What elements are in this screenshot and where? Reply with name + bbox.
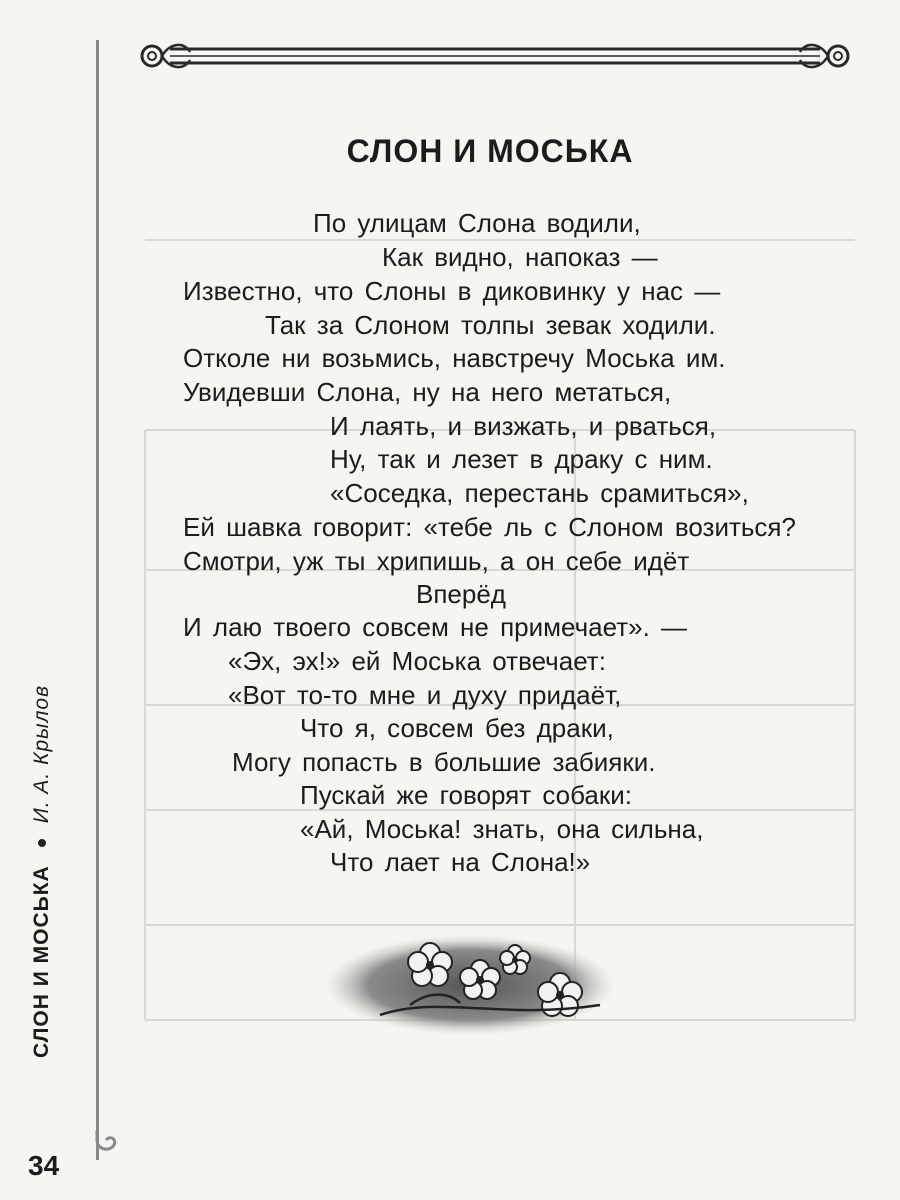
poem-line: Как видно, напоказ — bbox=[382, 242, 658, 272]
poem-line: Отколе ни возьмись, навстречу Моська им. bbox=[183, 343, 726, 373]
running-header bbox=[30, 685, 54, 1058]
poem-line: Могу попасть в большие забияки. bbox=[232, 747, 656, 777]
poem-line: Вперёд bbox=[416, 579, 506, 609]
poem-line: Известно, что Слоны в диковинку у нас — bbox=[183, 276, 721, 306]
poem-line: «Соседка, перестань срамиться», bbox=[330, 478, 749, 508]
poem-line: По улицам Слона водили, bbox=[313, 208, 641, 238]
poem-line: Так за Слоном толпы зевак ходили. bbox=[265, 310, 716, 340]
poem-line: Ей шавка говорит: «тебе ль с Слоном возиться? bbox=[183, 512, 796, 542]
poem-line: «Ай, Моська! знать, она сильна, bbox=[300, 814, 704, 844]
margin-curl-icon bbox=[70, 1130, 130, 1160]
poem-line: И лаять, и визжать, и рваться, bbox=[330, 411, 717, 441]
poem-line: Что я, совсем без драки, bbox=[300, 713, 614, 743]
poem-line: «Вот то-то мне и духу придаёт, bbox=[228, 680, 622, 710]
running-header-title: СЛОН И МОСЬКА bbox=[30, 865, 53, 1058]
ornament-divider-icon bbox=[130, 36, 860, 76]
margin-rule bbox=[96, 40, 99, 1160]
flowers-illustration-icon bbox=[320, 925, 620, 1040]
poem-line: Пускай же говорят собаки: bbox=[300, 780, 632, 810]
page-title: СЛОН И МОСЬКА bbox=[346, 133, 634, 169]
poem-line: И лаю твоего совсем не примечает». — bbox=[183, 612, 688, 642]
poem-line: Ну, так и лезет в драку с ним. bbox=[330, 444, 713, 474]
poem-line: Смотри, уж ты хрипишь, а он себе идёт bbox=[183, 546, 690, 576]
poem-line: Что лает на Слона!» bbox=[330, 847, 591, 877]
poem-line: Увидевши Слона, ну на него метаться, bbox=[183, 377, 672, 407]
bullet-icon bbox=[38, 839, 46, 847]
page-number: 34 bbox=[28, 1150, 60, 1181]
running-header-author: И. А. Крылов bbox=[30, 684, 53, 824]
poem-line: «Эх, эх!» ей Моська отвечает: bbox=[228, 646, 606, 676]
